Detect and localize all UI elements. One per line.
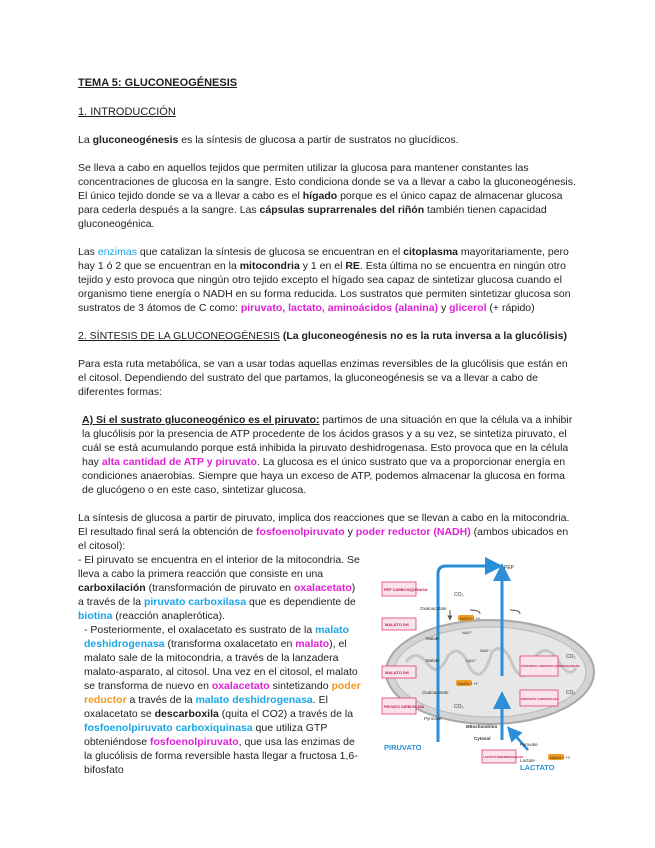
label-co2-mito: CO₂ xyxy=(454,704,464,710)
page-title: TEMA 5: GLUCONEOGÉNESIS xyxy=(78,77,238,89)
section-1-heading: 1. INTRODUCCIÓN xyxy=(78,106,176,118)
label-nadh-right: NAD⁺ xyxy=(480,648,491,653)
paragraph-carboxylation: - El piruvato se encuentra en el interior de la mitocondria. Se lleva a cabo la primera reacción que consiste en una carboxilación (transformación de piruvato en oxalacetato) a través de la piruvato carboxilasa que es dependiente de biotina (reacción anaplerótica). xyxy=(78,554,360,622)
paragraph-definition: La gluconeogénesis es la síntesis de glucosa a partir de sustratos no glucídicos. xyxy=(78,134,459,146)
paragraph-route: Para esta ruta metabólica, se van a usar todas aquellas enzimas reversibles de la glucólisis que están en el citosol. Dependiendo del sustrato del que partamos, la gluconeogénesis se va a llevar a cabo de diferentes formas: xyxy=(78,358,568,398)
document-page xyxy=(78,76,578,777)
label-pepck-top: PEP CARBOXIQUINASA xyxy=(384,588,428,592)
label-lactate: Lactate xyxy=(520,758,535,763)
label-nadh-top: NADH + H⁺ xyxy=(460,616,481,621)
two-column-block xyxy=(78,553,578,777)
paragraph-malate-shuttle: - Posteriormente, el oxalacetato es sustrato de la malato deshidrogenasa (transforma oxalacetato en malato), el malato sale de la mitocondria, a través de la lanzadera malato-asparato, al citosol. Una vez en el citosol, el malato se transforma de nuevo en oxalacetato sintetizando poder reductor a través de la malato deshidrogenasa. El oxalacetato se descarboxila (quita el CO2) a través de la fosfoenolpiruvato carboxiquinasa que utiliza GTP obteniéndose fosfoenolpiruvato, que usa las enzimas de la glucólisis de forma reversible hasta llegar a fructosa 1,6-bifosfato xyxy=(84,624,361,776)
label-pc-right: PIRUVATO CARBOXILASA xyxy=(521,697,559,701)
label-co2-right: CO₂ xyxy=(566,654,576,660)
label-mitochondrion: Mitochondrion xyxy=(466,724,498,729)
section-2-heading: 2. SÍNTESIS DE LA GLUCONEOGÉNESIS (La gluconeogénesis no es la ruta inversa a la glucólisis) xyxy=(78,330,567,342)
label-lactato: LACTATO xyxy=(520,763,555,772)
label-lactato-dh: LACTATO DESHIDROGENASA xyxy=(483,755,524,759)
left-column-text xyxy=(78,553,363,777)
paragraph-enzymes: Las enzimas que catalizan la síntesis de glucosa se encuentran en el citoplasma mayoritariamente, pero hay 1 ó 2 que se encuentran en la mitocondria y 1 en el RE. Esta última no se encuentra en ningún otro tejido y esto provoca que ningún otro tejido excepto el hígado sea capaz de sintetizar glucosa cuando el organismo tiene energía o NADH en su forma reducida. Los sustratos que permiten sintetizar glucosa son sustratos de 3 átomos de C como: piruvato, lactato, aminoácidos (alanina) y glicerol (+ rápido) xyxy=(78,246,571,314)
label-malato-dh-top: MALATO DH xyxy=(385,622,409,627)
label-pyruvate-bottom: Pyruvate xyxy=(520,742,538,747)
label-pc-mito: PIRUVATO CARBOXILASA xyxy=(384,705,425,709)
mitochondrion-diagram xyxy=(370,552,588,772)
label-pepck-mito: FOSFOENOL PIRUVATO CARBOXIQUINASA xyxy=(521,664,580,668)
label-nadh-bottom: NADH + H⁺ xyxy=(550,755,571,760)
label-oxaloacetate-mito: Oxaloacetate xyxy=(422,690,449,695)
label-pyruvate-mito: Pyruvate xyxy=(424,716,442,721)
label-oxaloacetate-top: Oxaloacetate xyxy=(420,606,447,611)
label-co2-right2: CO₂ xyxy=(566,690,576,696)
label-pep: PEP xyxy=(504,565,515,571)
paragraph-two-reactions: La síntesis de glucosa a partir de piruvato, implica dos reacciones que se llevan a cabo en la mitocondria. El resultado final será la obtención de fosfoenolpiruvato y poder reductor (NADH) (ambos ubicados en el citosol): xyxy=(78,512,570,552)
label-malate-mito: Malate xyxy=(426,658,440,663)
label-nad-mito: NAD⁺ xyxy=(466,658,477,663)
label-co2-top: CO₂ xyxy=(454,592,464,598)
paragraph-pyruvate-substrate: A) Si el sustrato gluconeogénico es el piruvato: partimos de una situación en que la célula va a inhibir la glucólisis por la presencia de ATP procedente de los ácidos grasos y a su vez, se sintetiza piruvato, el cuál se está acumulando porque está inhibida la piruvato deshidrogenasa. Esto provoca que en la célula hay alta cantidad de ATP y piruvato. La glucosa es el único sustrato que va a proporcionar energía en condiciones anaerobias. Siempre que haya un exceso de ATP, podemos almacenar la glucosa en forma de glucógeno o en este caso, sintetizar glucosa. xyxy=(82,414,573,496)
label-cytosol: Cytosol xyxy=(474,736,491,741)
label-malato-dh-mito: MALATO DH xyxy=(385,670,409,675)
label-nadh-mito: NADH + H⁺ xyxy=(458,681,479,686)
paragraph-tissues: Se lleva a cabo en aquellos tejidos que permiten utilizar la glucosa para mantener constantes las concentraciones de glucosa en la sangre. Esto condiciona donde se va a llevar a cabo la gluconeogénesis. El único tejido donde se va a llevar a cabo es el hígado porque es el único capaz de almacenar glucosa para cederla después a la sangre. Las cápsulas suprarrenales del riñón también tienen capacidad gluconeogénica. xyxy=(78,162,576,230)
label-nad-top: NAD⁺ xyxy=(462,630,473,635)
label-piruvato: PIRUVATO xyxy=(384,743,422,752)
label-malate-top: Malate xyxy=(426,636,440,641)
